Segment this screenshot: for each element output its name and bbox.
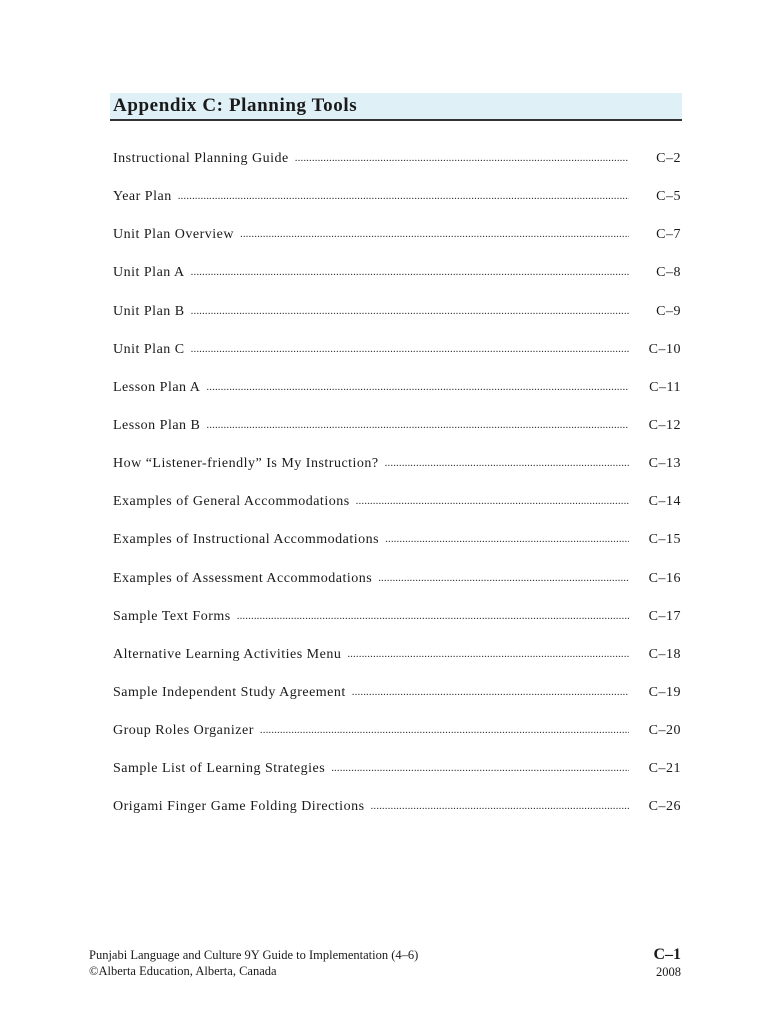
toc-entry-label: Unit Plan B bbox=[113, 304, 191, 320]
page-title: Appendix C: Planning Tools bbox=[113, 95, 358, 116]
toc-entry-page: C–7 bbox=[656, 227, 681, 243]
toc-entry-label: Sample List of Learning Strategies bbox=[113, 761, 331, 777]
toc-dot-leader bbox=[206, 419, 629, 433]
toc-entry-page: C–11 bbox=[649, 379, 681, 395]
toc-entry-page: C–9 bbox=[656, 303, 681, 319]
toc-entry-label: Unit Plan Overview bbox=[113, 227, 240, 243]
appendix-title-bar bbox=[110, 93, 682, 121]
toc-entry-label: Origami Finger Game Folding Directions bbox=[113, 799, 371, 815]
toc-entry bbox=[113, 293, 681, 331]
page-footer-right bbox=[653, 945, 681, 979]
toc-entry-page: C–18 bbox=[648, 646, 681, 662]
toc-entry-page: C–14 bbox=[648, 494, 681, 510]
toc-entry-label: Sample Text Forms bbox=[113, 609, 237, 625]
toc-dot-leader bbox=[378, 572, 629, 586]
toc-dot-leader bbox=[352, 686, 629, 700]
toc-dot-leader bbox=[385, 457, 629, 471]
toc-entry bbox=[113, 560, 681, 598]
toc-entry bbox=[113, 674, 681, 712]
guide-title: Punjabi Language and Culture 9Y Guide to Implementation (4–6) bbox=[89, 948, 419, 962]
toc-entry bbox=[113, 712, 681, 750]
toc-entry-label: Alternative Learning Activities Menu bbox=[113, 647, 347, 663]
toc-entry-label: Year Plan bbox=[113, 189, 178, 205]
toc-dot-leader bbox=[191, 266, 629, 280]
toc-dot-leader bbox=[191, 305, 629, 319]
toc-entry bbox=[113, 788, 681, 826]
toc-entry bbox=[113, 331, 681, 369]
toc-entry bbox=[113, 598, 681, 636]
toc-entry-label: Examples of Assessment Accommodations bbox=[113, 571, 378, 587]
toc-entry-page: C–10 bbox=[648, 341, 681, 357]
toc-dot-leader bbox=[240, 228, 629, 242]
toc-entry bbox=[113, 178, 681, 216]
toc-dot-leader bbox=[371, 800, 629, 814]
toc-entry-label: Examples of General Accommodations bbox=[113, 494, 356, 510]
toc-entry-label: Sample Independent Study Agreement bbox=[113, 685, 352, 701]
toc-entry bbox=[113, 445, 681, 483]
toc-dot-leader bbox=[295, 152, 629, 166]
toc-entry bbox=[113, 140, 681, 178]
toc-entry bbox=[113, 407, 681, 445]
toc-entry bbox=[113, 521, 681, 559]
toc-entry-page: C–13 bbox=[648, 456, 681, 472]
publication-year: 2008 bbox=[656, 965, 681, 979]
toc-entry-label: Group Roles Organizer bbox=[113, 723, 260, 739]
toc-entry-label: How “Listener-friendly” Is My Instruction? bbox=[113, 456, 385, 472]
toc-entry-label: Lesson Plan B bbox=[113, 418, 206, 434]
toc-entry bbox=[113, 254, 681, 292]
toc-dot-leader bbox=[178, 190, 629, 204]
toc-entry-page: C–21 bbox=[648, 761, 681, 777]
toc-entry-label: Unit Plan C bbox=[113, 342, 191, 358]
toc-entry-page: C–19 bbox=[648, 685, 681, 701]
toc-entry-page: C–8 bbox=[656, 265, 681, 281]
toc-entry-page: C–20 bbox=[648, 723, 681, 739]
toc-entry-page: C–2 bbox=[656, 151, 681, 167]
toc-entry-page: C–12 bbox=[648, 418, 681, 434]
toc-entry-label: Examples of Instructional Accommodations bbox=[113, 532, 385, 548]
toc-entry-page: C–16 bbox=[648, 570, 681, 586]
toc-dot-leader bbox=[260, 724, 629, 738]
toc-entry bbox=[113, 216, 681, 254]
table-of-contents bbox=[113, 140, 681, 827]
toc-entry bbox=[113, 636, 681, 674]
copyright-notice: ©Alberta Education, Alberta, Canada bbox=[89, 964, 277, 978]
toc-entry-label: Instructional Planning Guide bbox=[113, 151, 295, 167]
toc-entry bbox=[113, 750, 681, 788]
toc-entry-label: Unit Plan A bbox=[113, 265, 191, 281]
toc-entry-page: C–17 bbox=[648, 608, 681, 624]
page-footer-left bbox=[89, 947, 418, 979]
toc-dot-leader bbox=[331, 762, 629, 776]
toc-entry-page: C–5 bbox=[656, 189, 681, 205]
toc-entry bbox=[113, 369, 681, 407]
toc-dot-leader bbox=[191, 343, 629, 357]
toc-entry-label: Lesson Plan A bbox=[113, 380, 206, 396]
toc-entry-page: C–15 bbox=[648, 532, 681, 548]
page-number: C–1 bbox=[653, 946, 681, 963]
toc-dot-leader bbox=[356, 495, 629, 509]
toc-dot-leader bbox=[206, 381, 629, 395]
toc-dot-leader bbox=[385, 533, 629, 547]
toc-dot-leader bbox=[237, 610, 629, 624]
toc-entry bbox=[113, 483, 681, 521]
toc-dot-leader bbox=[347, 648, 629, 662]
toc-entry-page: C–26 bbox=[648, 799, 681, 815]
